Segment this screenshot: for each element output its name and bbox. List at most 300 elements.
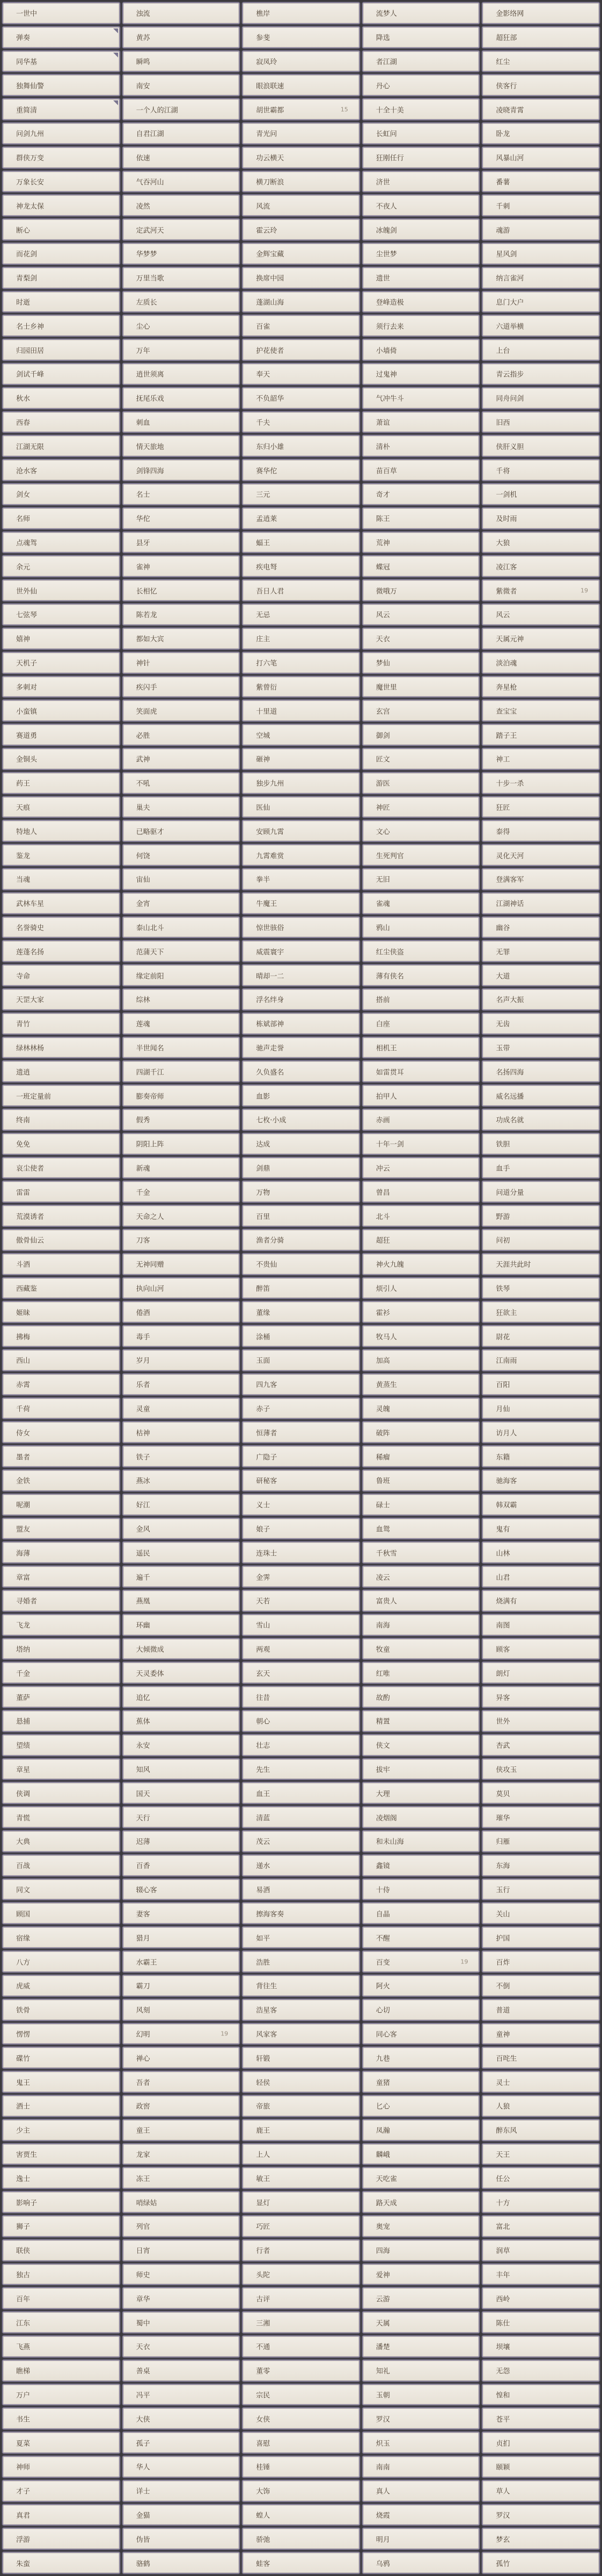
title-tag[interactable] <box>2 892 120 914</box>
title-tag[interactable] <box>242 1229 360 1251</box>
title-tag[interactable] <box>122 435 240 457</box>
title-tag[interactable] <box>2 2023 120 2045</box>
title-tag[interactable] <box>362 1902 480 1924</box>
title-tag[interactable] <box>362 1710 480 1732</box>
title-tag[interactable] <box>122 1181 240 1203</box>
title-tag[interactable] <box>482 1277 600 1299</box>
title-tag[interactable] <box>242 2552 360 2574</box>
title-tag[interactable] <box>482 772 600 794</box>
title-tag[interactable] <box>2 459 120 481</box>
title-tag[interactable] <box>362 98 480 120</box>
title-tag[interactable] <box>362 339 480 361</box>
title-tag[interactable] <box>242 1566 360 1588</box>
title-tag[interactable] <box>362 2384 480 2406</box>
title-tag[interactable] <box>362 2047 480 2069</box>
title-tag[interactable] <box>362 2407 480 2429</box>
title-tag[interactable] <box>362 1349 480 1371</box>
title-tag[interactable] <box>362 50 480 72</box>
title-tag[interactable] <box>2 652 120 674</box>
title-tag[interactable] <box>362 1373 480 1395</box>
title-tag[interactable] <box>2 1951 120 1973</box>
title-tag[interactable] <box>2 1229 120 1251</box>
title-tag[interactable] <box>122 676 240 698</box>
title-tag[interactable] <box>122 1662 240 1684</box>
title-tag[interactable] <box>362 1734 480 1756</box>
title-tag[interactable] <box>242 2360 360 2382</box>
title-tag[interactable] <box>482 1638 600 1660</box>
title-tag[interactable] <box>2 411 120 433</box>
title-tag[interactable] <box>242 1060 360 1082</box>
title-tag[interactable] <box>362 796 480 818</box>
title-tag[interactable] <box>2 1277 120 1299</box>
title-tag[interactable] <box>482 339 600 361</box>
title-tag[interactable] <box>482 1782 600 1804</box>
title-tag[interactable] <box>242 700 360 722</box>
title-tag[interactable] <box>122 748 240 770</box>
title-tag[interactable] <box>242 507 360 529</box>
title-tag[interactable] <box>482 1301 600 1323</box>
title-tag[interactable] <box>122 194 240 216</box>
title-tag[interactable] <box>2 1109 120 1131</box>
title-tag[interactable] <box>122 243 240 265</box>
title-tag[interactable] <box>362 1999 480 2021</box>
title-tag[interactable] <box>2 555 120 577</box>
title-tag[interactable] <box>2 2071 120 2093</box>
title-tag[interactable] <box>362 652 480 674</box>
title-tag[interactable] <box>242 1951 360 1973</box>
title-tag[interactable] <box>482 1133 600 1155</box>
title-tag[interactable] <box>122 1445 240 1467</box>
title-tag[interactable] <box>122 1518 240 1540</box>
title-tag[interactable] <box>122 1060 240 1082</box>
title-tag[interactable] <box>242 868 360 890</box>
title-tag[interactable] <box>2 2143 120 2165</box>
title-tag[interactable] <box>482 194 600 216</box>
title-tag[interactable] <box>122 1229 240 1251</box>
title-tag[interactable] <box>2 2456 120 2478</box>
title-tag[interactable] <box>122 1758 240 1780</box>
title-tag[interactable] <box>482 122 600 144</box>
title-tag[interactable] <box>242 628 360 650</box>
title-tag[interactable] <box>242 1518 360 1540</box>
title-tag[interactable] <box>2 2167 120 2189</box>
title-tag[interactable] <box>242 555 360 577</box>
title-tag[interactable] <box>2 964 120 986</box>
title-tag[interactable] <box>2 2191 120 2213</box>
title-tag[interactable] <box>242 483 360 505</box>
title-tag[interactable] <box>362 1325 480 1347</box>
title-tag[interactable] <box>2 603 120 625</box>
title-tag[interactable] <box>2 2119 120 2141</box>
title-tag[interactable] <box>2 1205 120 1227</box>
title-tag[interactable] <box>362 1421 480 1443</box>
title-tag[interactable] <box>362 2335 480 2357</box>
title-tag[interactable] <box>362 1686 480 1708</box>
title-tag[interactable] <box>242 1253 360 1275</box>
title-tag[interactable] <box>482 387 600 409</box>
title-tag[interactable] <box>362 2504 480 2526</box>
title-tag[interactable] <box>242 676 360 698</box>
title-tag[interactable] <box>482 26 600 48</box>
title-tag[interactable] <box>122 1999 240 2021</box>
title-tag[interactable] <box>362 916 480 938</box>
title-tag[interactable] <box>122 171 240 193</box>
title-tag[interactable] <box>482 1325 600 1347</box>
title-tag[interactable] <box>122 507 240 529</box>
title-tag[interactable] <box>362 26 480 48</box>
title-tag[interactable] <box>242 50 360 72</box>
title-tag[interactable] <box>482 435 600 457</box>
title-tag[interactable] <box>362 1638 480 1660</box>
title-tag[interactable] <box>362 507 480 529</box>
title-tag[interactable] <box>122 1902 240 1924</box>
title-tag[interactable] <box>482 1734 600 1756</box>
title-tag[interactable] <box>482 267 600 289</box>
title-tag[interactable] <box>362 2143 480 2165</box>
title-tag[interactable] <box>482 1758 600 1780</box>
title-tag[interactable] <box>242 2432 360 2454</box>
title-tag[interactable] <box>122 2287 240 2309</box>
title-tag[interactable] <box>122 2407 240 2429</box>
title-tag[interactable] <box>122 2384 240 2406</box>
title-tag[interactable] <box>122 1734 240 1756</box>
title-tag[interactable] <box>2 579 120 601</box>
title-tag[interactable] <box>482 1421 600 1443</box>
title-tag[interactable] <box>482 1109 600 1131</box>
title-tag[interactable] <box>242 267 360 289</box>
title-tag[interactable] <box>2 1566 120 1588</box>
title-tag[interactable] <box>242 291 360 313</box>
title-tag[interactable] <box>2 1398 120 1420</box>
title-tag[interactable] <box>242 315 360 337</box>
title-tag[interactable] <box>2 2360 120 2382</box>
title-tag[interactable] <box>122 1253 240 1275</box>
title-tag[interactable] <box>122 483 240 505</box>
title-tag[interactable] <box>122 1879 240 1901</box>
title-tag[interactable] <box>2 1806 120 1828</box>
title-tag[interactable] <box>122 1566 240 1588</box>
title-tag[interactable] <box>482 1253 600 1275</box>
title-tag[interactable] <box>362 772 480 794</box>
title-tag[interactable] <box>242 2 360 24</box>
title-tag[interactable] <box>482 2456 600 2478</box>
title-tag[interactable] <box>122 1373 240 1395</box>
title-tag[interactable] <box>482 2023 600 2045</box>
title-tag[interactable] <box>242 2143 360 2165</box>
title-tag[interactable] <box>482 2407 600 2429</box>
title-tag[interactable] <box>2 1902 120 1924</box>
title-tag[interactable] <box>2 1325 120 1347</box>
title-tag[interactable] <box>482 171 600 193</box>
title-tag[interactable] <box>362 2071 480 2093</box>
title-tag[interactable] <box>242 1301 360 1323</box>
title-tag[interactable] <box>122 2504 240 2526</box>
title-tag[interactable] <box>362 2528 480 2550</box>
title-tag[interactable] <box>482 628 600 650</box>
title-tag[interactable] <box>242 1181 360 1203</box>
title-tag[interactable] <box>122 26 240 48</box>
title-tag[interactable] <box>122 2143 240 2165</box>
title-tag[interactable] <box>362 2360 480 2382</box>
title-tag[interactable] <box>122 868 240 890</box>
title-tag[interactable] <box>482 2528 600 2550</box>
title-tag[interactable] <box>362 555 480 577</box>
title-tag[interactable] <box>362 2480 480 2502</box>
title-tag[interactable] <box>2 1421 120 1443</box>
title-tag[interactable] <box>362 1229 480 1251</box>
title-tag[interactable] <box>362 219 480 241</box>
title-tag[interactable] <box>242 1854 360 1876</box>
title-tag[interactable] <box>2 50 120 72</box>
title-tag[interactable] <box>122 2360 240 2382</box>
title-tag[interactable] <box>482 988 600 1010</box>
title-tag[interactable] <box>2 1518 120 1540</box>
title-tag[interactable] <box>362 1614 480 1636</box>
title-tag[interactable] <box>2 267 120 289</box>
title-tag[interactable] <box>362 1181 480 1203</box>
title-tag[interactable] <box>2 940 120 962</box>
title-tag[interactable] <box>362 2191 480 2213</box>
title-tag[interactable] <box>2 916 120 938</box>
title-tag[interactable] <box>242 916 360 938</box>
title-tag[interactable] <box>482 1085 600 1107</box>
title-tag[interactable] <box>242 1999 360 2021</box>
title-tag[interactable] <box>482 1830 600 1852</box>
title-tag[interactable] <box>122 796 240 818</box>
title-tag[interactable] <box>122 74 240 96</box>
title-tag[interactable] <box>2 507 120 529</box>
title-tag[interactable] <box>242 2191 360 2213</box>
title-tag[interactable] <box>362 1590 480 1612</box>
title-tag[interactable] <box>2 363 120 385</box>
title-tag[interactable] <box>482 748 600 770</box>
title-tag[interactable] <box>2 147 120 169</box>
title-tag[interactable] <box>122 820 240 842</box>
title-tag[interactable] <box>482 291 600 313</box>
title-tag[interactable] <box>122 1133 240 1155</box>
title-tag[interactable] <box>2 2384 120 2406</box>
title-tag[interactable] <box>2 1181 120 1203</box>
title-tag[interactable] <box>242 1469 360 1491</box>
title-tag[interactable] <box>122 964 240 986</box>
title-tag[interactable] <box>482 1806 600 1828</box>
title-tag[interactable] <box>242 892 360 914</box>
title-tag[interactable] <box>362 2 480 24</box>
title-tag[interactable] <box>362 122 480 144</box>
title-tag[interactable] <box>242 1013 360 1035</box>
title-tag[interactable] <box>482 2191 600 2213</box>
title-tag[interactable] <box>2 2335 120 2357</box>
title-tag[interactable] <box>122 1325 240 1347</box>
title-tag[interactable] <box>122 315 240 337</box>
title-tag[interactable] <box>482 2119 600 2141</box>
title-tag[interactable] <box>482 1013 600 1035</box>
title-tag[interactable] <box>362 844 480 866</box>
title-tag[interactable] <box>482 892 600 914</box>
title-tag[interactable] <box>362 1060 480 1082</box>
title-tag[interactable] <box>362 940 480 962</box>
title-tag[interactable] <box>242 940 360 962</box>
title-tag[interactable] <box>482 1999 600 2021</box>
title-tag[interactable] <box>242 2264 360 2286</box>
title-tag[interactable] <box>242 74 360 96</box>
title-tag[interactable] <box>482 2311 600 2333</box>
title-tag[interactable] <box>122 1638 240 1660</box>
title-tag[interactable] <box>242 339 360 361</box>
title-tag[interactable] <box>2 988 120 1010</box>
title-tag[interactable] <box>482 1157 600 1179</box>
title-tag[interactable] <box>362 1975 480 1997</box>
title-tag[interactable] <box>2 700 120 722</box>
title-tag[interactable] <box>362 1518 480 1540</box>
title-tag[interactable] <box>122 1421 240 1443</box>
title-tag[interactable] <box>482 459 600 481</box>
title-tag[interactable] <box>482 1902 600 1924</box>
title-tag[interactable] <box>482 1710 600 1732</box>
title-tag[interactable] <box>362 748 480 770</box>
title-tag[interactable] <box>482 1926 600 1948</box>
title-tag[interactable] <box>122 1590 240 1612</box>
title-tag[interactable] <box>2 2047 120 2069</box>
title-tag[interactable] <box>2 724 120 746</box>
title-tag[interactable] <box>242 1975 360 1997</box>
title-tag[interactable] <box>242 147 360 169</box>
title-tag[interactable] <box>242 2480 360 2502</box>
title-tag[interactable] <box>482 1879 600 1901</box>
title-tag[interactable] <box>2 2287 120 2309</box>
title-tag[interactable] <box>482 1445 600 1467</box>
title-tag[interactable] <box>482 2095 600 2117</box>
title-tag[interactable] <box>242 2384 360 2406</box>
title-tag[interactable] <box>242 2335 360 2357</box>
title-tag[interactable] <box>482 2480 600 2502</box>
title-tag[interactable] <box>122 411 240 433</box>
title-tag[interactable] <box>242 820 360 842</box>
title-tag[interactable] <box>122 916 240 938</box>
title-tag[interactable] <box>242 2311 360 2333</box>
title-tag[interactable] <box>242 1734 360 1756</box>
title-tag[interactable] <box>242 1205 360 1227</box>
title-tag[interactable] <box>122 1109 240 1131</box>
title-tag[interactable] <box>122 2 240 24</box>
title-tag[interactable] <box>482 2167 600 2189</box>
title-tag[interactable] <box>362 483 480 505</box>
title-tag[interactable] <box>2 98 120 120</box>
title-tag[interactable] <box>242 2239 360 2261</box>
title-tag[interactable] <box>2 1854 120 1876</box>
title-tag[interactable] <box>362 1879 480 1901</box>
title-tag[interactable] <box>482 243 600 265</box>
title-tag[interactable] <box>362 2215 480 2237</box>
title-tag[interactable] <box>242 2047 360 2069</box>
title-tag[interactable] <box>242 1662 360 1684</box>
title-tag[interactable] <box>2 387 120 409</box>
title-tag[interactable] <box>242 171 360 193</box>
title-tag[interactable] <box>2 844 120 866</box>
title-tag[interactable] <box>122 555 240 577</box>
title-tag[interactable] <box>122 1301 240 1323</box>
title-tag[interactable] <box>122 2480 240 2502</box>
title-tag[interactable] <box>482 2287 600 2309</box>
title-tag[interactable] <box>2 2432 120 2454</box>
title-tag[interactable] <box>122 1614 240 1636</box>
title-tag[interactable] <box>482 652 600 674</box>
title-tag[interactable] <box>362 2287 480 2309</box>
title-tag[interactable] <box>362 1782 480 1804</box>
title-tag[interactable] <box>362 1301 480 1323</box>
title-tag[interactable] <box>122 1013 240 1035</box>
title-tag[interactable] <box>362 147 480 169</box>
title-tag[interactable] <box>242 1926 360 1948</box>
title-tag[interactable] <box>2 435 120 457</box>
title-tag[interactable] <box>482 1469 600 1491</box>
title-tag[interactable] <box>242 652 360 674</box>
title-tag[interactable] <box>482 2 600 24</box>
title-tag[interactable] <box>122 2264 240 2286</box>
title-tag[interactable] <box>242 748 360 770</box>
title-tag[interactable] <box>122 579 240 601</box>
title-tag[interactable] <box>242 1133 360 1155</box>
title-tag[interactable] <box>242 724 360 746</box>
title-tag[interactable] <box>242 2504 360 2526</box>
title-tag[interactable] <box>362 459 480 481</box>
title-tag[interactable] <box>482 2215 600 2237</box>
title-tag[interactable] <box>122 219 240 241</box>
title-tag[interactable] <box>362 676 480 698</box>
title-tag[interactable] <box>482 555 600 577</box>
title-tag[interactable] <box>122 50 240 72</box>
title-tag[interactable] <box>362 387 480 409</box>
title-tag[interactable] <box>362 1469 480 1491</box>
title-tag[interactable] <box>242 1590 360 1612</box>
title-tag[interactable] <box>242 1349 360 1371</box>
title-tag[interactable] <box>242 411 360 433</box>
title-tag[interactable] <box>2 1060 120 1082</box>
title-tag[interactable] <box>2 2528 120 2550</box>
title-tag[interactable] <box>122 267 240 289</box>
title-tag[interactable] <box>482 2360 600 2382</box>
title-tag[interactable] <box>2 1349 120 1371</box>
title-tag[interactable] <box>242 2119 360 2141</box>
title-tag[interactable] <box>362 1854 480 1876</box>
title-tag[interactable] <box>362 1277 480 1299</box>
title-tag[interactable] <box>242 1879 360 1901</box>
title-tag[interactable] <box>122 628 240 650</box>
title-tag[interactable] <box>2 1879 120 1901</box>
title-tag[interactable] <box>242 1782 360 1804</box>
title-tag[interactable] <box>482 1494 600 1516</box>
title-tag[interactable] <box>122 844 240 866</box>
title-tag[interactable] <box>482 2384 600 2406</box>
title-tag[interactable] <box>242 1157 360 1179</box>
title-tag[interactable] <box>122 2215 240 2237</box>
title-tag[interactable] <box>2 1494 120 1516</box>
title-tag[interactable] <box>362 1085 480 1107</box>
title-tag[interactable] <box>2 2480 120 2502</box>
title-tag[interactable] <box>2 1373 120 1395</box>
title-tag[interactable] <box>242 1373 360 1395</box>
title-tag[interactable] <box>362 964 480 986</box>
title-tag[interactable] <box>242 844 360 866</box>
title-tag[interactable] <box>122 1157 240 1179</box>
title-tag[interactable] <box>2 2504 120 2526</box>
title-tag[interactable] <box>2 1830 120 1852</box>
title-tag[interactable] <box>2 2239 120 2261</box>
title-tag[interactable] <box>482 532 600 554</box>
title-tag[interactable] <box>242 2407 360 2429</box>
title-tag[interactable] <box>482 1541 600 1563</box>
title-tag[interactable] <box>482 483 600 505</box>
